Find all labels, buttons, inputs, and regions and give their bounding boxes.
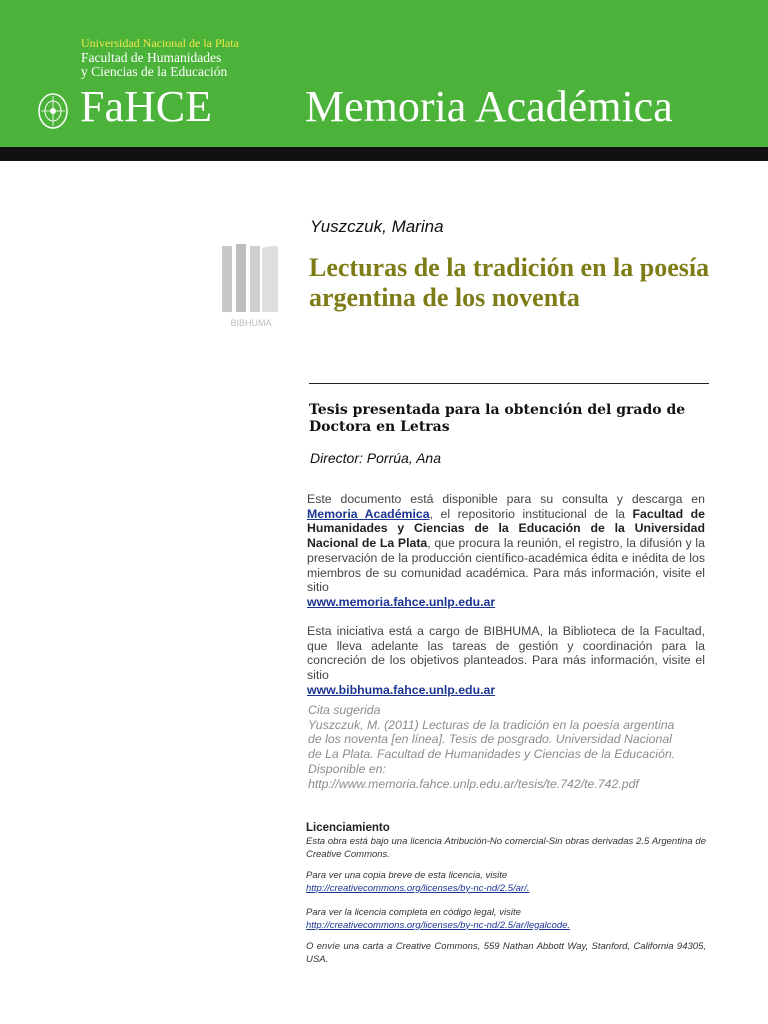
license-short-intro: Para ver una copia breve de esta licencia, visite: [306, 870, 508, 881]
institution-name: Facultad de Humanidades y Ciencias de la Educación de la Universidad Nacional de La Plata: [307, 506, 705, 551]
license-heading: Licenciamiento: [306, 822, 390, 834]
license-text: Esta obra está bajo una licencia Atribución-No comercial-Sin obras derivadas 2.5 Argentina de Creative Commons.: [306, 836, 706, 860]
memoria-site-link[interactable]: www.memoria.fahce.unlp.edu.ar: [307, 594, 496, 609]
citation-line: Yuszczuk, M. (2011) Lecturas de la tradición en la poesía argentina: [308, 717, 675, 732]
citation-line: de los noventa [en línea]. Tesis de posgrado. Universidad Nacional: [308, 732, 672, 747]
citation-url: http://www.memoria.fahce.unlp.edu.ar/tesis/te.742/te.742.pdf: [308, 776, 639, 791]
license-full-link[interactable]: http://creativecommons.org/licenses/by-nc-nd/2.5/ar/legalcode.: [306, 919, 571, 931]
citation-block: [308, 703, 708, 791]
availability-mid: , el repositorio institucional de la: [429, 506, 626, 521]
availability-rest: , que procura la reunión, el registro, la difusión y la preservación de la producción científico-académica édita e inédita de los miembros de su comunidad académica. Para más información, visite el sitio: [307, 536, 705, 595]
university-name: Universidad Nacional de la Plata: [81, 36, 239, 50]
repository-title: Memoria Académica: [305, 82, 673, 131]
availability-paragraph: [307, 492, 705, 610]
bibhuma-logo-label: BIBHUMA: [230, 318, 272, 328]
license-short-link[interactable]: http://creativecommons.org/licenses/by-nc-nd/2.5/ar/.: [306, 882, 530, 894]
director-name: Director: Porrúa, Ana: [310, 450, 441, 466]
bibhuma-site-link[interactable]: www.bibhuma.fahce.unlp.edu.ar: [307, 682, 496, 697]
bibhuma-books-icon: [218, 240, 284, 332]
citation-heading: Cita sugerida: [308, 703, 381, 717]
license-short-block: [306, 870, 706, 895]
header-banner: [0, 0, 768, 147]
header-divider-bar: [0, 147, 768, 161]
license-full-block: [306, 907, 706, 932]
title-divider: [309, 383, 709, 384]
faculty-name-line1: Facultad de Humanidades: [81, 50, 222, 65]
license-full-intro: Para ver la licencia completa en código legal, visite: [306, 907, 521, 918]
memoria-academica-link[interactable]: Memoria Académica: [307, 506, 430, 521]
faculty-name-line2: y Ciencias de la Educación: [81, 64, 228, 79]
degree-statement: Tesis presentada para la obtención del grado de Doctora en Letras: [309, 402, 686, 435]
fahce-brand: FaHCE: [80, 82, 212, 131]
author-name: Yuszczuk, Marina: [310, 217, 444, 236]
bibhuma-text: Esta iniciativa está a cargo de BIBHUMA, la Biblioteca de la Facultad, que lleva adelante las tareas de gestión y coordinación para la concreción de los objetivos planteados. Para más información, visite el sitio: [307, 624, 705, 683]
citation-line: de La Plata. Facultad de Humanidades y Ciencias de la Educación.: [308, 747, 676, 762]
bibhuma-paragraph: [307, 624, 705, 698]
license-letter: O envíe una carta a Creative Commons, 559 Nathan Abbott Way, Stanford, California 94305, USA.: [306, 941, 706, 965]
document-title: Lecturas de la tradición en la poesía argentina de los noventa: [309, 253, 710, 312]
university-seal-icon: [36, 90, 70, 132]
citation-line: Disponible en:: [308, 761, 386, 776]
availability-intro: Este documento está disponible para su consulta y descarga en: [307, 492, 705, 506]
